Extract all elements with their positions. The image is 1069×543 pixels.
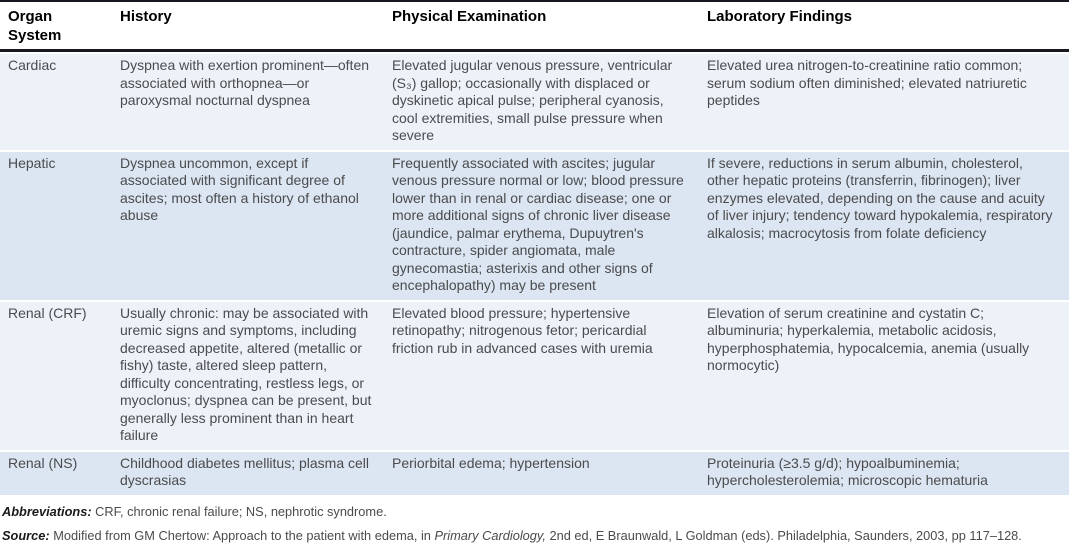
cell-laboratory-findings: Proteinuria (≥3.5 g/d); hypoalbuminemia; hypercholesterolemia; microscopic hematuria bbox=[707, 454, 988, 488]
cell-organ-system: Cardiac bbox=[8, 57, 57, 73]
cell-laboratory-findings: Elevated urea nitrogen-to-creatinine ratio common; serum sodium often diminished; elevated natriuretic peptides bbox=[707, 57, 1027, 108]
cell-physical-examination: Periorbital edema; hypertension bbox=[392, 454, 590, 471]
column-header-history: History bbox=[120, 8, 172, 25]
source-text-before-italic: Modified from GM Chertow: Approach to the patient with edema, in bbox=[53, 527, 431, 543]
cell-organ-system: Renal (NS) bbox=[8, 454, 78, 471]
abbreviations-text: CRF, chronic renal failure; NS, nephrotic syndrome. bbox=[95, 503, 387, 519]
table-header-row bbox=[0, 0, 1069, 52]
footnote-abbreviations bbox=[2, 504, 1061, 519]
cell-history: Dyspnea with exertion prominent—often associated with orthopnea—or paroxysmal nocturnal dyspnea bbox=[120, 57, 370, 108]
cell-laboratory-findings: Elevation of serum creatinine and cystatin C; albuminuria; hyperkalemia, metabolic acidosis, hyperphosphatemia, hypocalcemia, anemia (usually normocytic) bbox=[707, 304, 1030, 373]
cell-organ-system: Hepatic bbox=[8, 154, 56, 171]
cell-physical-examination: Elevated blood pressure; hypertensive retinopathy; nitrogenous fetor; pericardial friction rub in advanced cases with uremia bbox=[392, 304, 653, 356]
table-row-hepatic bbox=[0, 152, 1069, 300]
cell-history: Usually chronic: may be associated with uremic signs and symptoms, including decreased appetite, altered (metallic or fishy) taste, altered sleep pattern, difficulty concentrating, restless legs, or myoclonus; dyspnea can be present, but generally less prominent than in heart failure bbox=[120, 304, 372, 443]
abbreviations-label: Abbreviations: bbox=[2, 503, 92, 519]
cell-physical-examination: Elevated jugular venous pressure, ventricular (S₃) gallop; occasionally with displaced or dyskinetic apical pulse; peripheral cyanosis, cool extremities, small pulse pressure when severe bbox=[392, 57, 673, 143]
source-label: Source: bbox=[2, 527, 50, 543]
source-text-after-italic: 2nd ed, E Braunwald, L Goldman (eds). Philadelphia, Saunders, 2003, pp 117–128. bbox=[549, 527, 1022, 543]
column-header-physical-examination: Physical Examination bbox=[392, 8, 547, 25]
table-row-cardiac bbox=[0, 54, 1069, 150]
cell-organ-system: Renal (CRF) bbox=[8, 304, 87, 321]
column-header-laboratory-findings: Laboratory Findings bbox=[707, 8, 853, 25]
source-book-title: Primary Cardiology, bbox=[434, 527, 546, 543]
cell-physical-examination: Frequently associated with ascites; jugular venous pressure normal or low; blood pressure lower than in renal or cardiac disease; one or more additional signs of chronic liver disease (jaundice, palmar erythema, Dupuytren's contracture, spider angiomata, male gynecomastia; asterixis and other signs of encephalopathy) may be present bbox=[392, 154, 684, 293]
cell-laboratory-findings: If severe, reductions in serum albumin, cholesterol, other hepatic proteins (transferrin, fibrinogen); liver enzymes elevated, depending on the cause and acuity of liver injury; tendency toward hypokalemia, respiratory alkalosis; macrocytosis from folate deficiency bbox=[707, 154, 1053, 241]
footnote-source bbox=[2, 528, 1061, 543]
table-row-renal-ns bbox=[0, 452, 1069, 495]
cell-history: Childhood diabetes mellitus; plasma cell dyscrasias bbox=[120, 454, 370, 488]
column-header-organ-system: Organ System bbox=[8, 8, 62, 44]
cell-history: Dyspnea uncommon, except if associated with significant degree of ascites; most often a history of ethanol abuse bbox=[120, 154, 359, 223]
table-row-renal-crf bbox=[0, 302, 1069, 450]
table-footnotes bbox=[0, 495, 1069, 543]
